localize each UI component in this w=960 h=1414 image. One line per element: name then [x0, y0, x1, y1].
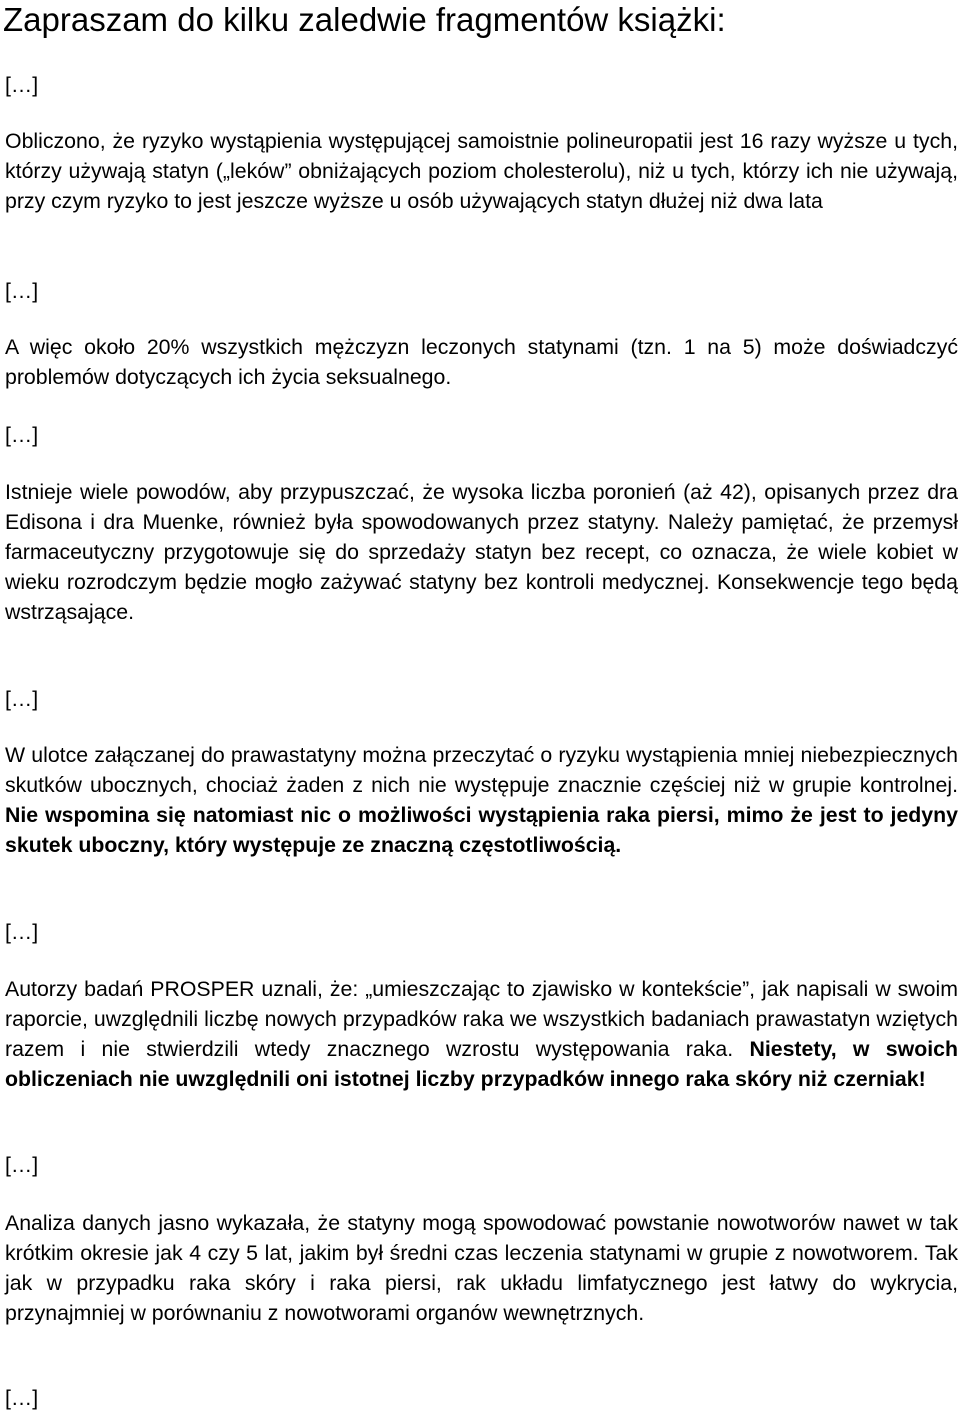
bold-emphasis: Niestety, w swoich obliczeniach nie uwzględnili oni istotnej liczby przypadków innego raka skóry niż czerniak!	[5, 1037, 958, 1091]
ellipsis-marker: […]	[5, 1153, 39, 1177]
paragraph-sexual-problems: A więc około 20% wszystkich mężczyzn leczonych statynami (tzn. 1 na 5) może doświadczyć problemów dotyczących ich życia seksualnego.	[5, 335, 958, 389]
paragraph-text: Autorzy badań PROSPER uznali, że: „umieszczając to zjawisko w kontekście”, jak napisali w swoim raporcie, uwzględnili liczbę nowych przypadków raka we wszystkich badaniach prawastatyn wziętych razem i nie stwierdzili wtedy znacznego wzrostu występowania raka.	[5, 977, 958, 1061]
bold-emphasis: Nie wspomina się natomiast nic o możliwości wystąpienia raka piersi, mimo że jest to jedyny skutek uboczny, który występuje ze znaczną częstotliwością.	[5, 803, 958, 857]
paragraph-polyneuropathy: Obliczono, że ryzyko wystąpienia występującej samoistnie polineuropatii jest 16 razy wyższe u tych, którzy używają statyn („leków” obniżających poziom cholesterolu), niż u tych, którzy ich nie używają, przy czym ryzyko to jest jeszcze wyższe u osób używających statyn dłużej niż dwa lata	[5, 129, 958, 213]
paragraph-cancer-analysis: Analiza danych jasno wykazała, że statyny mogą spowodować powstanie nowotworów nawet w tak krótkim okresie jak 4 czy 5 lat, jakim był średni czas leczenia statynami w grupie z nowotworem. Tak jak w przypadku raka skóry i raka piersi, rak układu limfatycznego jest łatwy do wykrycia, przynajmniej w porównaniu z nowotworami organów wewnętrznych.	[5, 1211, 958, 1325]
ellipsis-marker: […]	[5, 1386, 39, 1410]
paragraph-text: W ulotce załączanej do prawastatyny można przeczytać o ryzyku wystąpienia mniej niebezpiecznych skutków ubocznych, chociaż żaden z nich nie występuje znacznie częściej niż w grupie kontrolnej.	[5, 743, 958, 797]
ellipsis-marker: […]	[5, 279, 39, 303]
ellipsis-marker: […]	[5, 687, 39, 711]
paragraph-pravastatin-leaflet	[5, 740, 958, 860]
page-title: Zapraszam do kilku zaledwie fragmentów książki:	[3, 1, 726, 38]
ellipsis-marker: […]	[5, 73, 39, 97]
ellipsis-marker: […]	[5, 920, 39, 944]
paragraph-prosper	[5, 974, 958, 1094]
paragraph-miscarriages: Istnieje wiele powodów, aby przypuszczać, że wysoka liczba poronień (aż 42), opisanych przez dra Edisona i dra Muenke, również była spowodowanych przez statyny. Należy pamiętać, że przemysł farmaceutyczny przygotowuje się do sprzedaży statyn bez recept, co oznacza, że wiele kobiet w wieku rozrodczym będzie mogło zażywać statyny bez kontroli medycznej. Konsekwencje tego będą wstrząsające.	[5, 480, 958, 624]
ellipsis-marker: […]	[5, 423, 39, 447]
